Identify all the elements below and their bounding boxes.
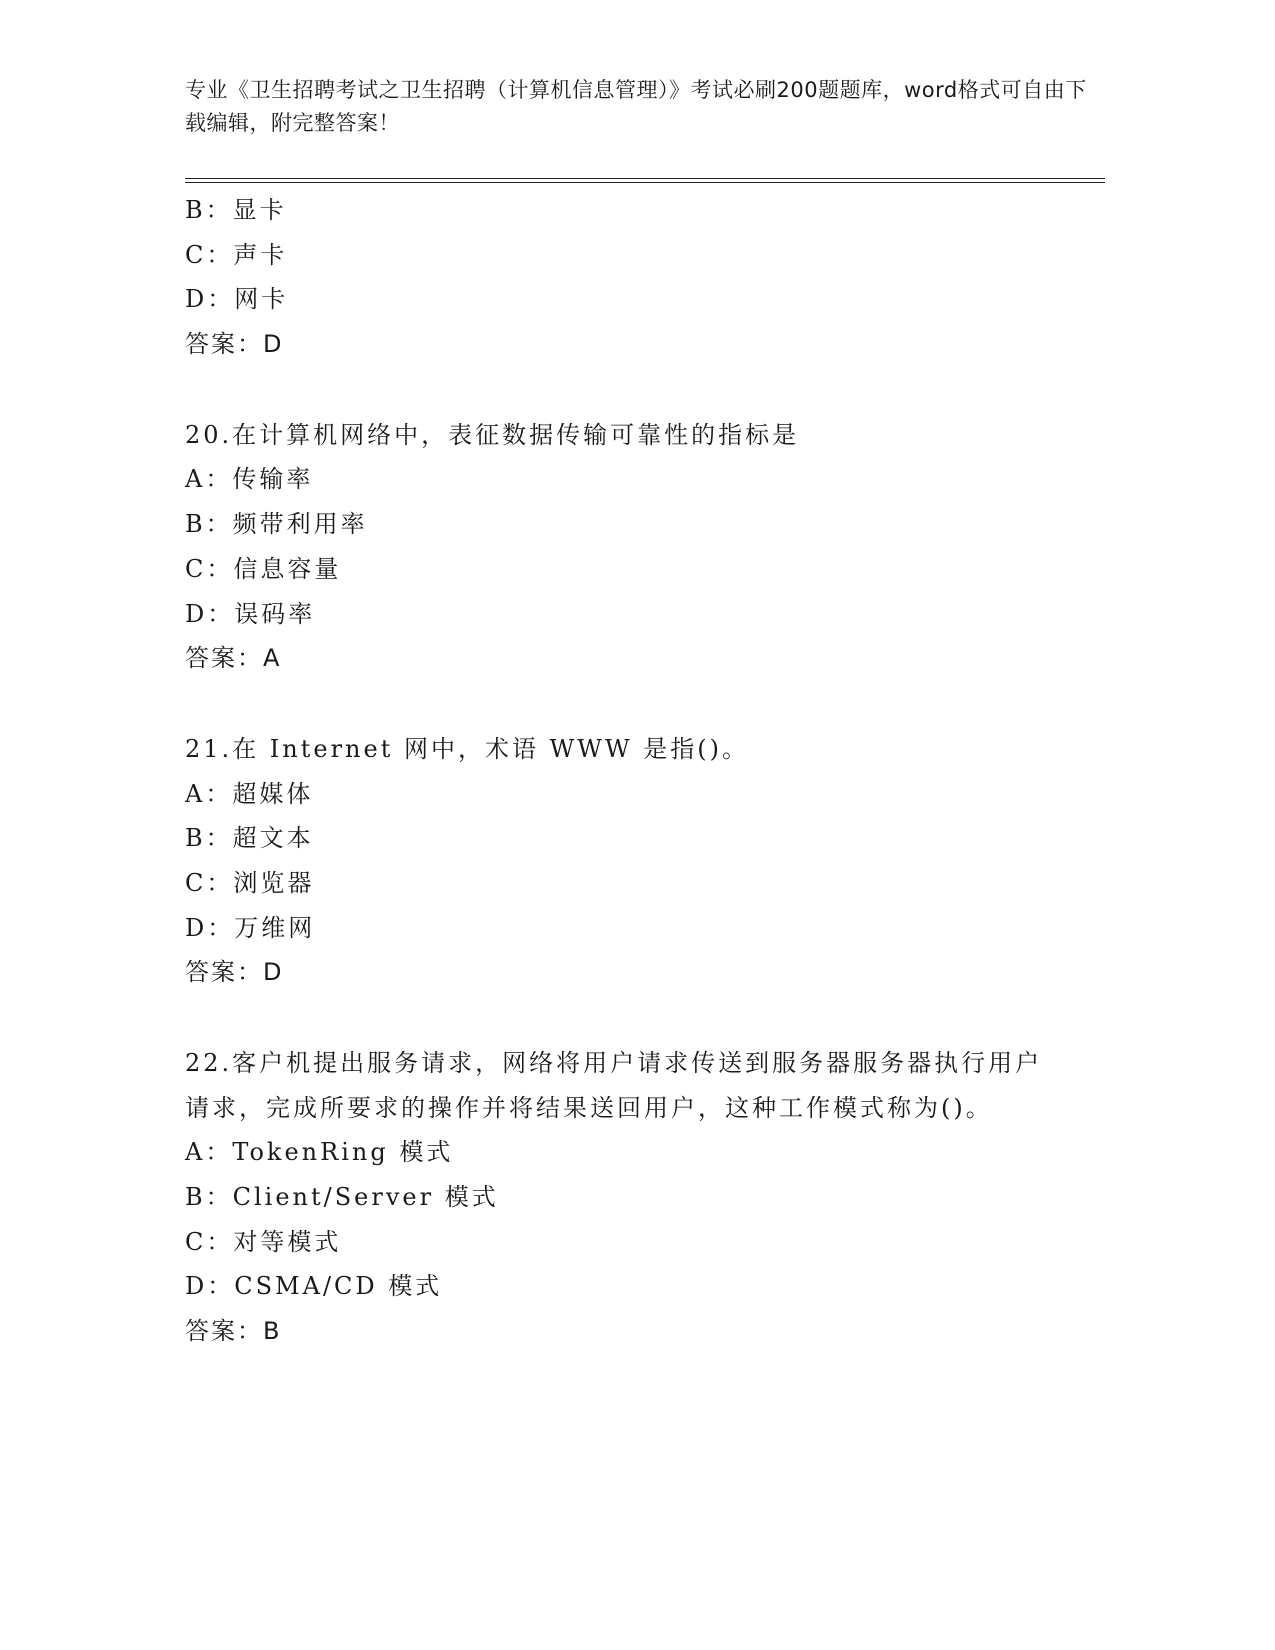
option-b: B：超文本: [185, 824, 314, 853]
answer-line: 答案：D: [185, 958, 284, 987]
option-b: B：频带利用率: [185, 510, 368, 539]
option-d: D：CSMA/CD 模式: [185, 1272, 443, 1301]
question-22: [185, 1041, 1085, 1354]
option-c: C：信息容量: [185, 554, 342, 583]
question-text: 22.客户机提出服务请求，网络将用户请求传送到服务器服务器执行用户请求，完成所要求的操作并将结果送回用户，这种工作模式称为()。: [185, 1049, 1043, 1122]
option-c: C：对等模式: [185, 1227, 342, 1256]
question-text: 20.在计算机网络中，表征数据传输可靠性的指标是: [185, 420, 800, 449]
option-b: B：Client/Server 模式: [185, 1183, 499, 1212]
option-d: D：网卡: [185, 285, 289, 314]
question-21: [185, 727, 1085, 995]
option-d: D：万维网: [185, 913, 316, 942]
question-text: 21.在 Internet 网中，术语 WWW 是指()。: [185, 734, 749, 763]
option-a: A：TokenRing 模式: [185, 1138, 454, 1167]
option-d: D：误码率: [185, 599, 316, 628]
question-list: [185, 188, 1085, 1354]
option-a: A：超媒体: [185, 779, 314, 808]
option-a: A：传输率: [185, 465, 314, 494]
answer-line: 答案：D: [185, 330, 284, 359]
header-intro-text: 专业《卫生招聘考试之卫生招聘（计算机信息管理）》考试必刷200题题库，word格式可自由下载编辑，附完整答案！: [185, 78, 1087, 135]
document-header: [185, 74, 1105, 140]
previous-question-tail: [185, 188, 1085, 367]
option-c: C：浏览器: [185, 868, 315, 897]
header-divider-bottom: [185, 182, 1105, 183]
answer-line: 答案：B: [185, 1317, 282, 1346]
question-20: [185, 413, 1085, 681]
option-c: C：声卡: [185, 240, 288, 269]
header-divider-top: [185, 178, 1105, 179]
answer-line: 答案：A: [185, 644, 282, 673]
option-b: B：显卡: [185, 196, 287, 224]
